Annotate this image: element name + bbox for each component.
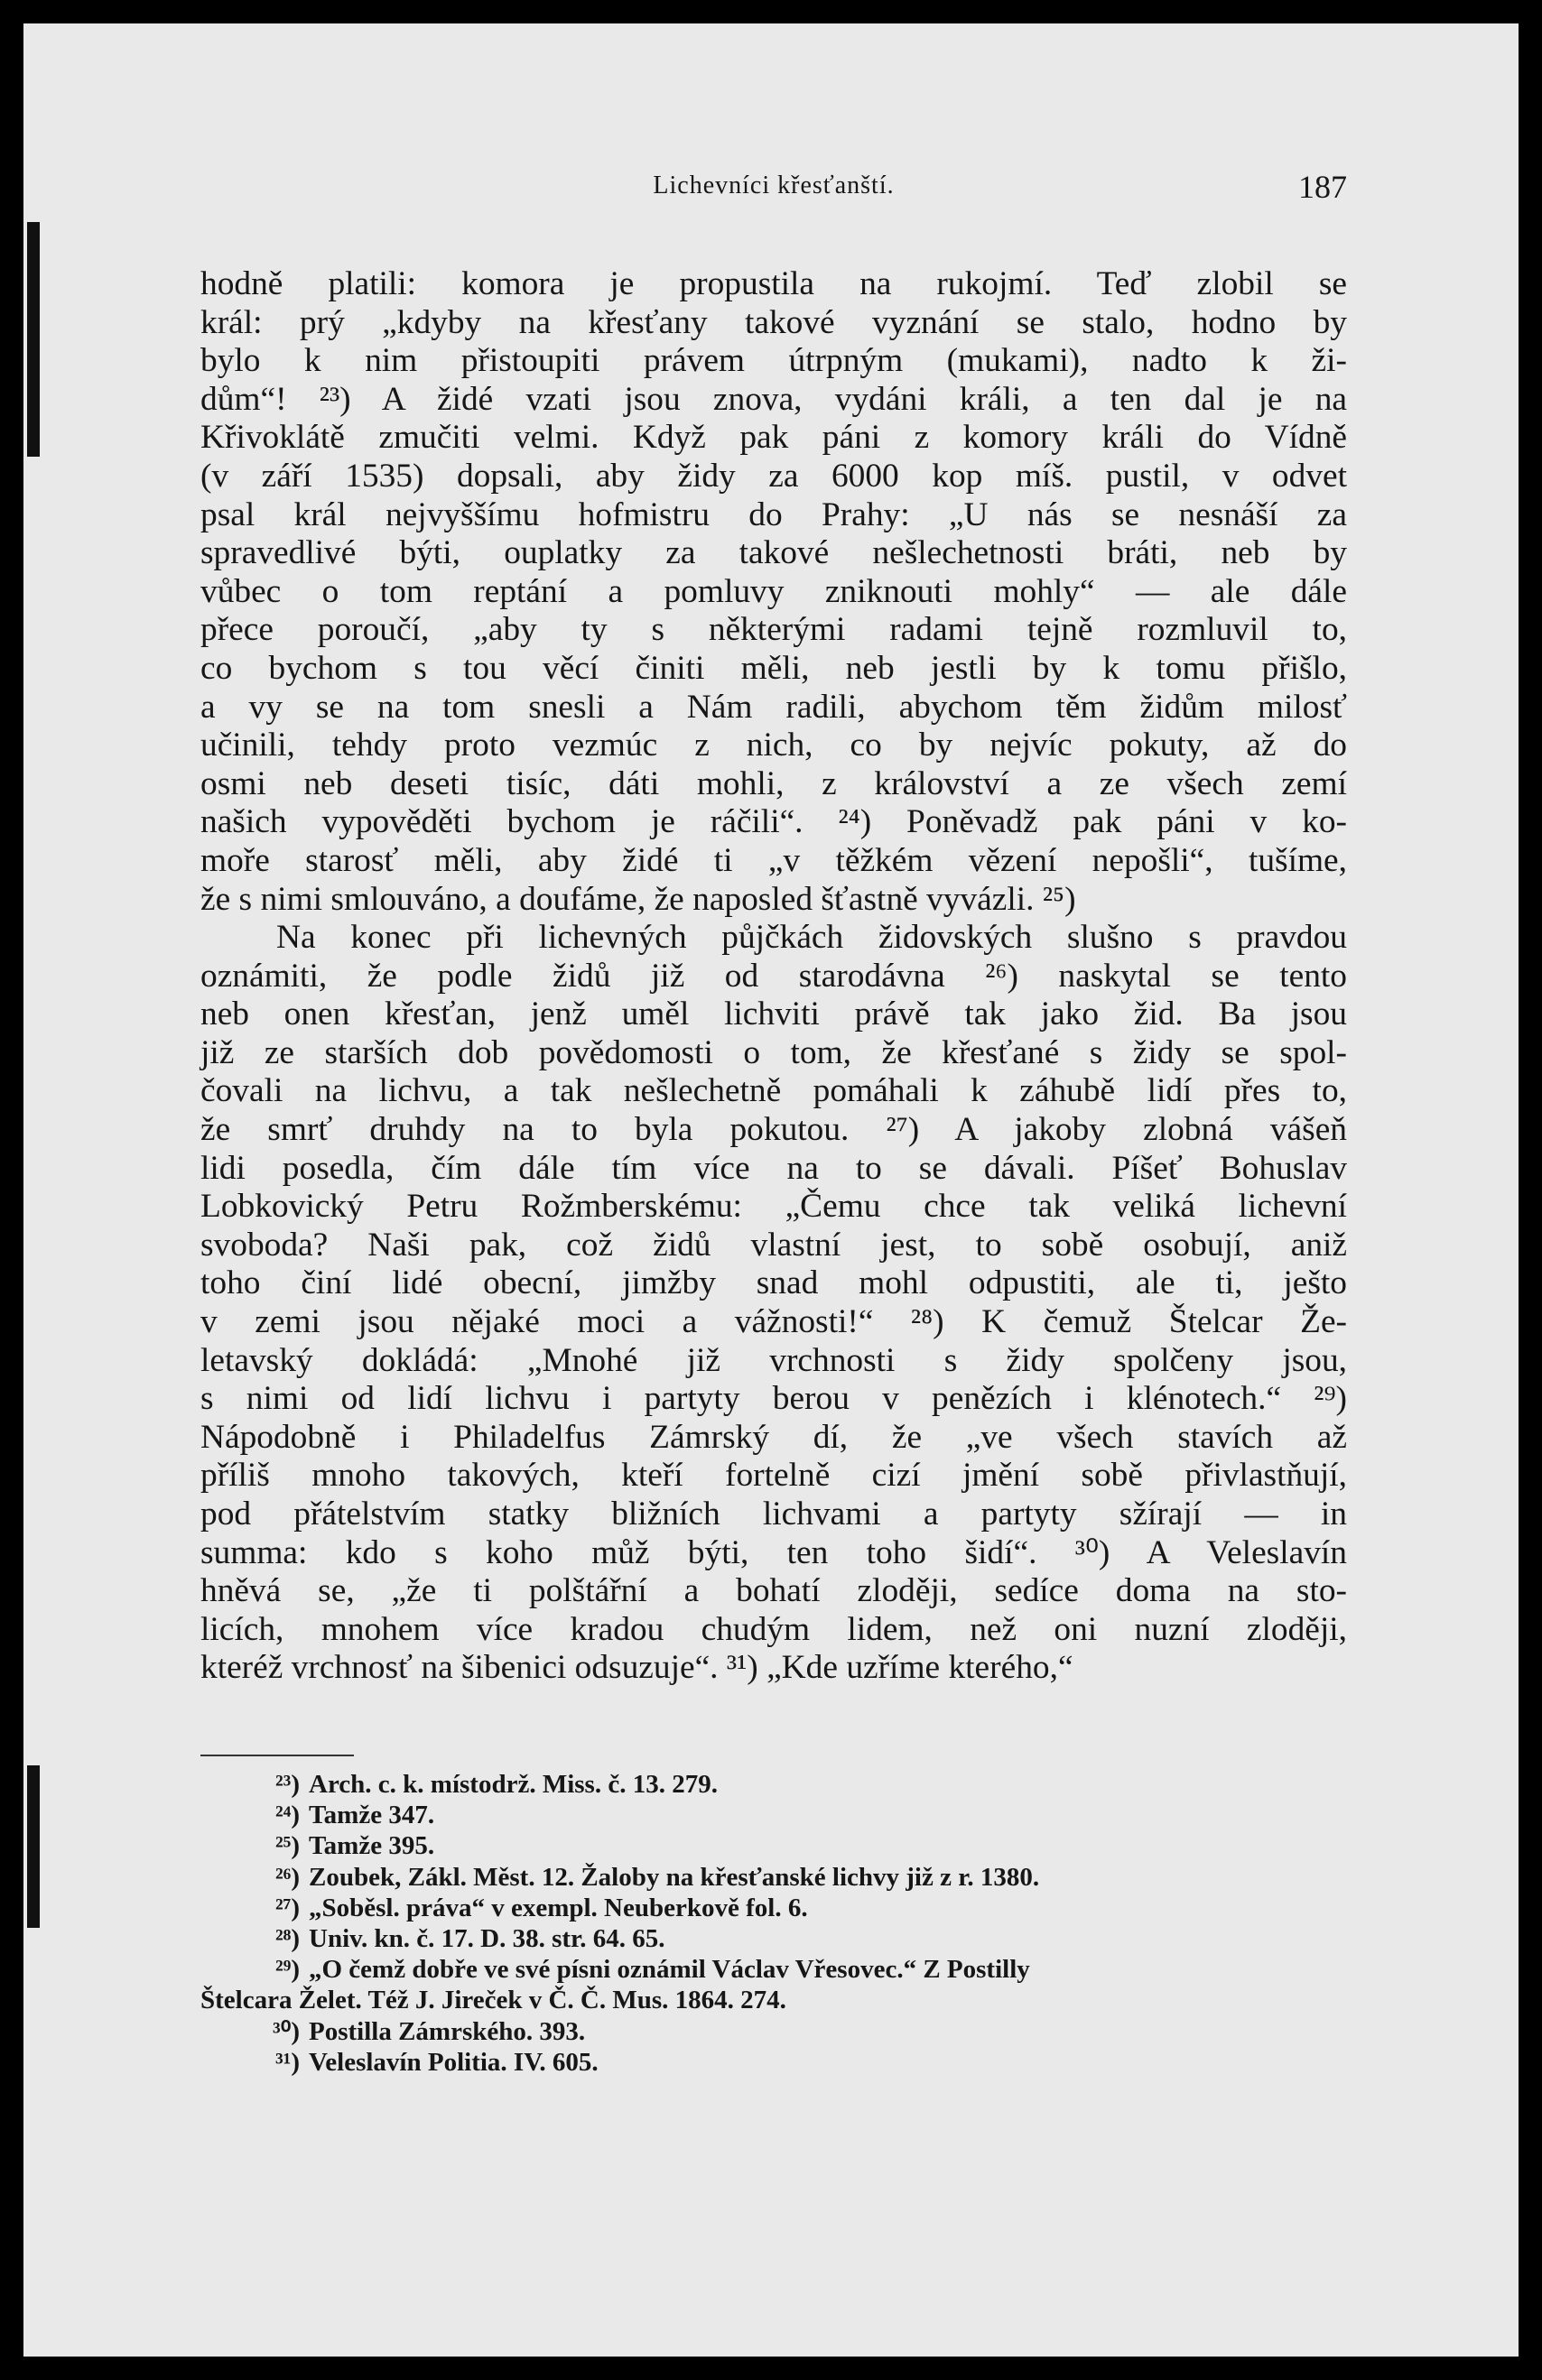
footnote [200,1954,1347,1985]
text-line: letavský dokládá: „Mnohé již vrchnosti s židy spolčeny jsou, [200,1341,1347,1379]
page-number: 187 [1298,169,1347,205]
footnote-text: „O čemž dobře ve své písni oznámil Václav Vřesovec.“ Z Postilly [309,1955,1030,1985]
text-line: a vy se na tom snesli a Nám radili, abychom těm židům milosť [200,688,1347,726]
text-line: přece poroučí, „aby ty s některými radami tejně rozmluvil to, [200,611,1347,649]
text-line: lidi posedla, čím dále tím více na to se dávali. Píšeť Bohuslav [200,1149,1347,1187]
text-line: dům“! ²³) A židé vzati jsou znova, vydáni králi, a ten dal je na [200,380,1347,418]
footnote-text: Arch. c. k. místodrž. Miss. č. 13. 279. [309,1770,718,1799]
text-line: Na konec při lichevných půjčkách židovských slušno s pravdou [276,919,1347,957]
text-line: našich vypověděti bychom je ráčili“. ²⁴) Poněvadž pak páni v ko- [200,803,1347,841]
text-line: svoboda? Naši pak, což židů vlastní jest, to sobě osobují, aniž [200,1226,1347,1264]
footnote [200,2047,1347,2078]
footnote-number: ³¹) [274,2047,300,2077]
text-line: bylo k nim přistoupiti právem útrpným (mukami), nadto k ži- [200,342,1347,380]
footnote-number: ²⁹) [274,1955,300,1985]
text-line: (v září 1535) dopsali, aby židy za 6000 kop míš. pustil, v odvet [200,457,1347,495]
footnote [200,1893,1347,1923]
text-line: osmi neb deseti tisíc, dáti mohli, z království a ze všech zemí [200,764,1347,802]
footnote-text: Zoubek, Zákl. Měst. 12. Žaloby na křesťanské lichvy již z r. 1380. [309,1862,1040,1892]
text-line: v zemi jsou nějaké moci a vážnosti!“ ²⁸) K čemuž Štelcar Že- [200,1303,1347,1341]
footnote [200,2016,1347,2047]
text-line: že smrť druhdy na to byla pokutou. ²⁷) A jakoby zlobná vášeň [200,1111,1347,1149]
footnote-text: Tamže 347. [309,1801,435,1830]
scan-edge-mark [27,222,40,457]
text-line: toho činí lidé obecní, jimžby snad mohl odpustiti, ale ti, ješto [200,1264,1347,1302]
text-line: příliš mnoho takových, kteří fortelně cizí jmění sobě přivlastňují, [200,1457,1347,1495]
text-line: čovali na lichvu, a tak nešlechetně pomáhali k záhubě lidí přes to, [200,1072,1347,1110]
text-line: pod přátelstvím statky bližních lichvami a partyty sžírají — in [200,1496,1347,1533]
text-line: že s nimi smlouváno, a doufáme, že naposled šťastně vyvázli. ²⁵) [200,880,1076,918]
footnote-number: ²⁷) [274,1893,300,1922]
book-page [23,23,1519,2357]
text-line: spravedlivé býti, ouplatky za takové nešlechetnosti bráti, neb by [200,534,1347,572]
footnote-number: ²⁵) [274,1831,300,1861]
text-line: summa: kdo s koho můž býti, ten toho šidí“. ³⁰) A Veleslavín [200,1533,1347,1571]
footnote-number: ³⁰) [273,2016,300,2046]
text-line: hodně platili: komora je propustila na rukojmí. Teď zlobil se [200,265,1347,302]
text-line: kteréž vrchnosť na šibenici odsuzuje“. ³¹) „Kde uzříme kterého,“ [200,1649,1073,1687]
text-line: moře starosť měli, aby židé ti „v těžkém vězení nepošli“, tušíme, [200,841,1347,879]
text-line: s nimi od lidí lichvu i partyty berou v penězích i klénotech.“ ²⁹) [200,1380,1347,1418]
footnote-text: Štelcara Želet. Též J. Jireček v Č. Č. Mus. 1864. 274. [200,1986,786,2015]
footnote-text: Postilla Zámrského. 393. [309,2016,586,2046]
body-text [200,265,1347,1688]
footnote-number: ²⁸) [274,1924,300,1954]
text-line: Nápodobně i Philadelfus Zámrský dí, že „ve všech stavích až [200,1418,1347,1456]
footnote-number: ²⁴) [274,1801,300,1830]
text-line: již ze starších dob povědomosti o tom, že křesťané s židy se spol- [200,1033,1347,1071]
footnote [200,1923,1347,1954]
running-title: Lichevníci křesťanští. [653,171,895,199]
text-line: Křivoklátě zmučiti velmi. Když pak páni z komory králi do Vídně [200,419,1347,457]
text-line: co bychom s tou věcí činiti měli, neb jestli by k tomu přišlo, [200,649,1347,687]
text-line: vůbec o tom reptání a pomluvy zniknouti mohly“ — ale dále [200,572,1347,610]
footnote-number: ²³) [274,1770,300,1799]
footnotes [200,1769,1347,2078]
page-header [200,150,1347,222]
text-line: licích, mnohem více kradou chudým lidem, než oni nuzní zloději, [200,1610,1347,1648]
footnote [200,1985,1347,2015]
scan-edge-mark [27,1765,40,1928]
footnote [200,1800,1347,1830]
footnote [200,1830,1347,1861]
text-line: oznámiti, že podle židů již od starodávna ²⁶) naskytal se tento [200,957,1347,995]
text-line: psal král nejvyššímu hofmistru do Prahy: „U nás se nesnáší za [200,495,1347,533]
text-line: neb onen křesťan, jenž uměl lichviti právě tak jako žid. Ba jsou [200,996,1347,1033]
footnote-number: ²⁶) [274,1862,300,1892]
text-line: král: prý „kdyby na křesťany takové vyznání se stalo, hodno by [200,303,1347,341]
footnote-text: Veleslavín Politia. IV. 605. [309,2047,599,2077]
footnote-rule [200,1755,354,1756]
footnote [200,1769,1347,1800]
text-line: Lobkovický Petru Rožmberskému: „Čemu chce tak veliká lichevní [200,1188,1347,1226]
footnote-text: Tamže 395. [309,1831,435,1861]
footnote-text: „Soběsl. práva“ v exempl. Neuberkově fol. 6. [309,1893,808,1922]
text-line: hněvá se, „že ti polštářní a bohatí zloději, sedíce doma na sto- [200,1572,1347,1610]
footnote-text: Univ. kn. č. 17. D. 38. str. 64. 65. [309,1924,665,1954]
text-line: učinili, tehdy proto vezmúc z nich, co by nejvíc pokuty, až do [200,727,1347,764]
footnote [200,1862,1347,1893]
